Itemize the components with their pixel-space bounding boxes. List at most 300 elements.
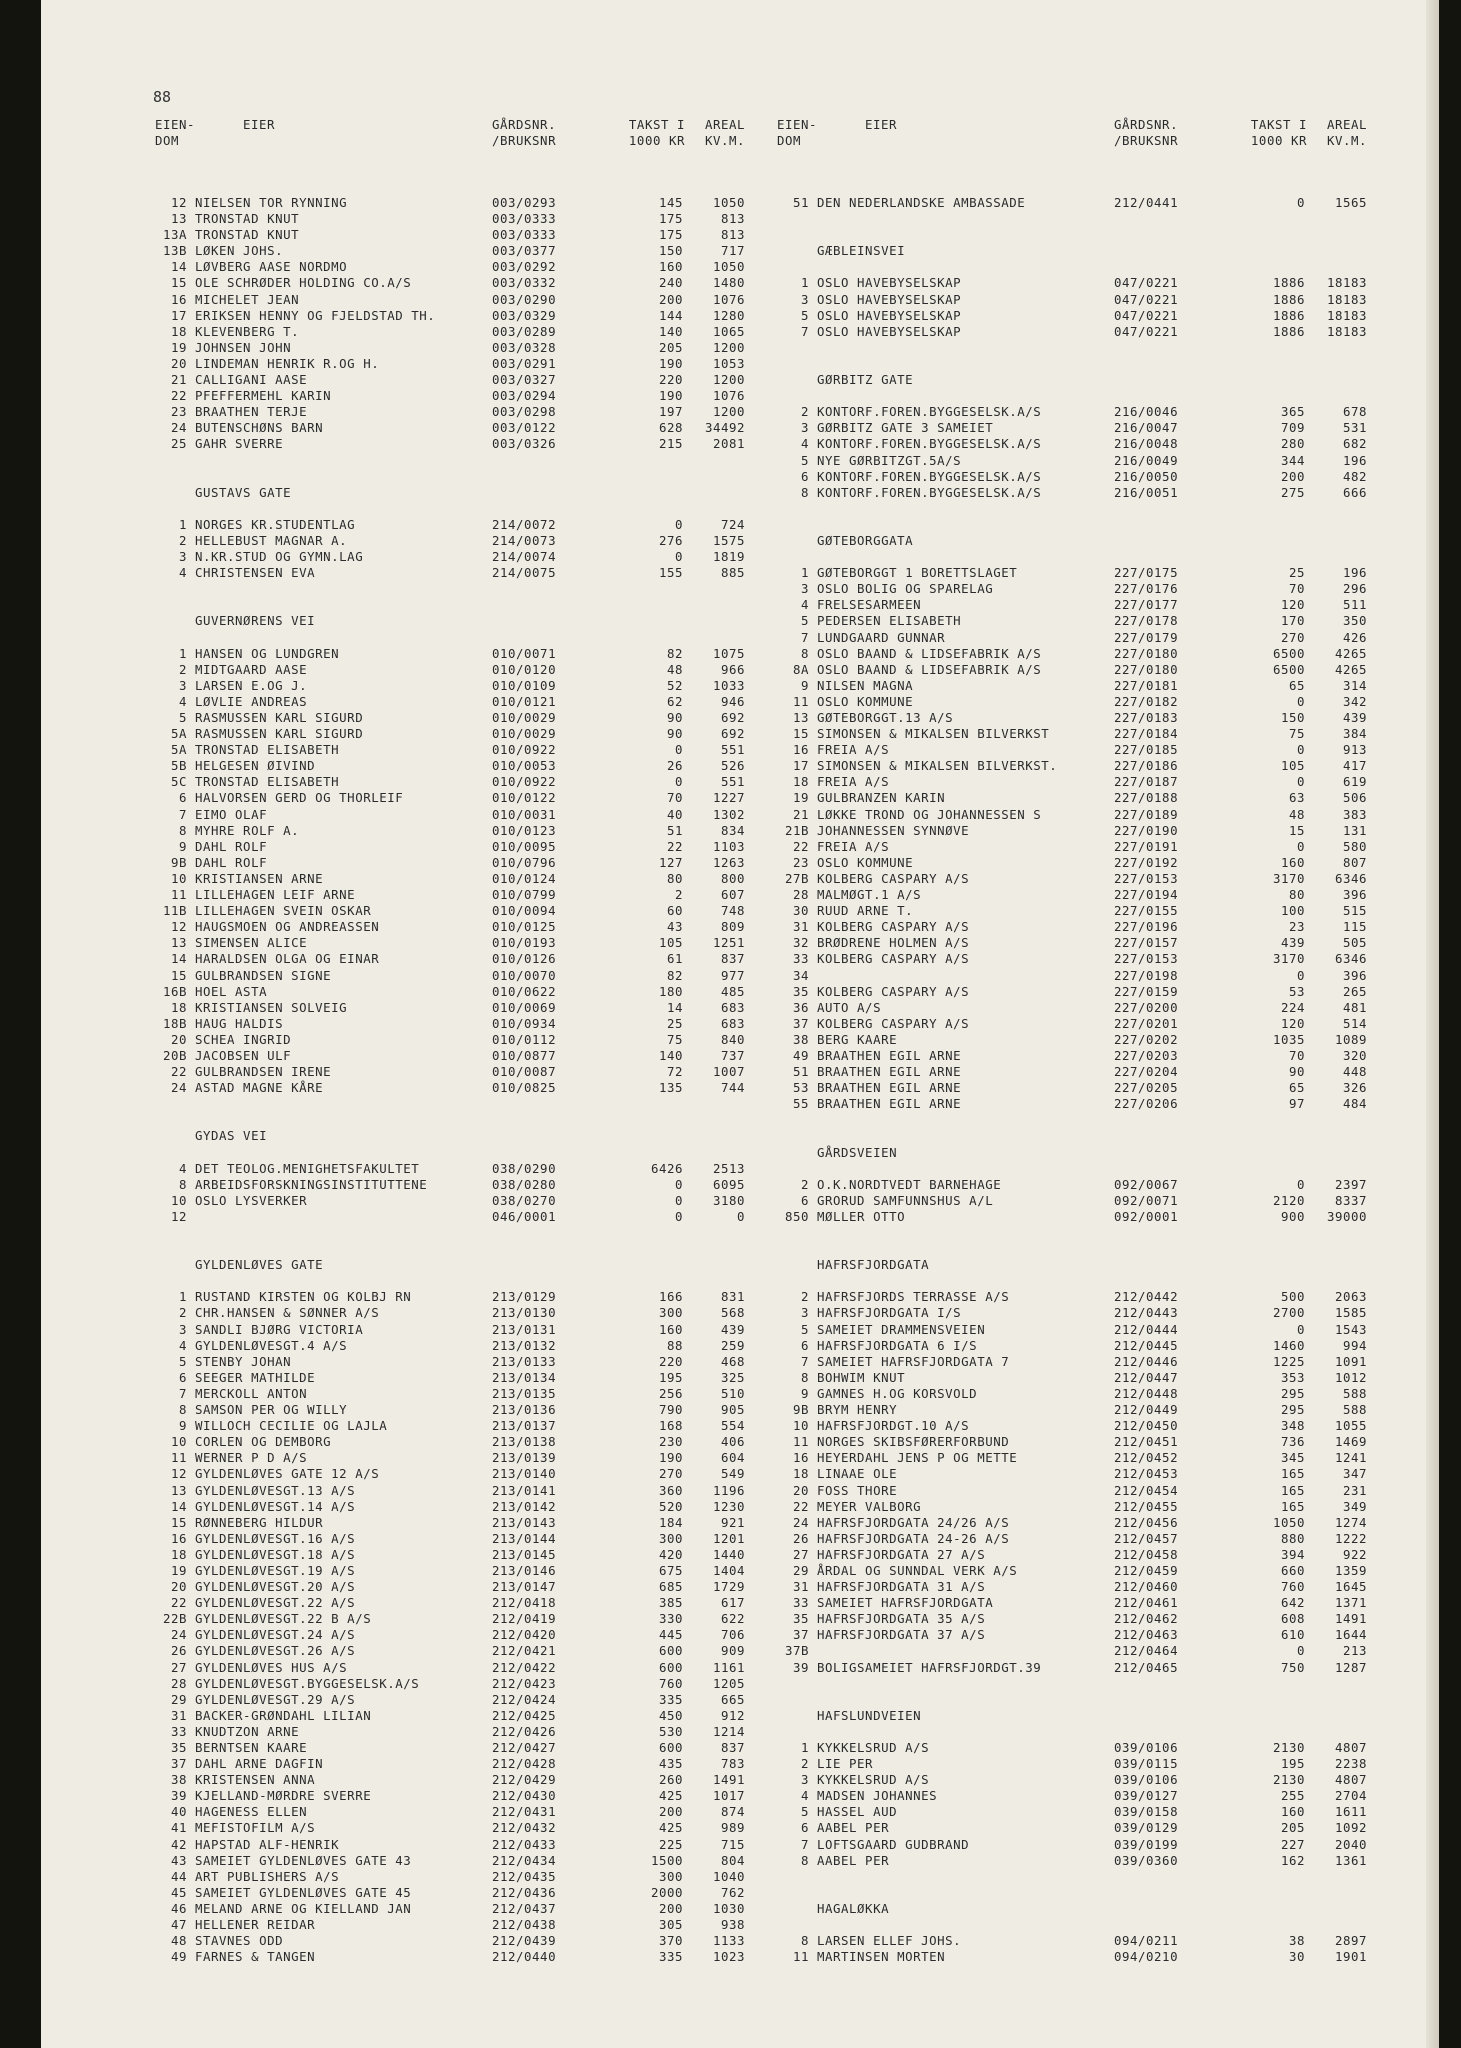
areal-cell: 531: [1342, 420, 1367, 436]
areal-cell: 715: [720, 1836, 745, 1852]
takst-cell: 144: [658, 307, 683, 323]
gardsnr-cell: 003/0326: [492, 436, 557, 452]
table-row: [155, 1032, 745, 1048]
eiendom-cell: 4: [800, 1788, 809, 1804]
takst-cell: 90: [1288, 1064, 1305, 1080]
areal-cell: 921: [720, 1514, 745, 1530]
table-row: [777, 1064, 1367, 1080]
eiendom-cell: 22: [170, 1595, 187, 1611]
gardsnr-cell: 010/0124: [492, 870, 557, 886]
eier-cell: OSLO HAVEBYSELSKAP: [817, 291, 962, 307]
eier-cell: GYLDENLØVESGT.20 A/S: [195, 1579, 356, 1595]
gardsnr-cell: 092/0067: [1114, 1176, 1179, 1192]
table-row: [155, 1804, 745, 1820]
table-row: [155, 903, 745, 919]
eier-cell: LØVLIE ANDREAS: [195, 693, 308, 709]
eier-cell: OSLO HAVEBYSELSKAP: [817, 275, 962, 291]
eiendom-cell: 39: [170, 1788, 187, 1804]
eiendom-cell: 13: [792, 710, 809, 725]
eiendom-cell: 22: [792, 1498, 809, 1514]
eier-cell: SAMSON PER OG WILLY: [195, 1402, 348, 1418]
takst-cell: 170: [1280, 613, 1305, 629]
areal-cell: 1729: [712, 1579, 745, 1595]
eier-cell: GYLDENLØVESGT.13 A/S: [195, 1482, 356, 1498]
eiendom-cell: 4: [178, 1337, 187, 1353]
eier-cell: MARTINSEN MORTEN: [817, 1949, 946, 1965]
takst-cell: 120: [1280, 597, 1305, 613]
table-row: [777, 839, 1367, 855]
eiendom-cell: 7: [800, 629, 809, 645]
takst-cell: 0: [674, 742, 683, 758]
table-row: [777, 1338, 1367, 1354]
table-row: [155, 678, 745, 694]
table-row: [777, 195, 1367, 211]
table-row: [155, 1611, 745, 1627]
takst-cell: 175: [658, 227, 683, 243]
areal-cell: 4807: [1334, 1740, 1367, 1755]
areal-cell: 131: [1342, 822, 1367, 838]
table-row: [155, 1483, 745, 1499]
table-row: [155, 292, 745, 308]
areal-cell: 468: [720, 1353, 745, 1369]
eier-cell: LØKEN JOHS.: [195, 243, 284, 259]
gardsnr-cell: 046/0001: [492, 1208, 557, 1224]
eiendom-cell: 9: [178, 838, 187, 854]
eiendom-cell: 25: [170, 436, 187, 452]
eiendom-cell: 10: [170, 1192, 187, 1208]
areal-cell: 1287: [1334, 1659, 1367, 1675]
gardsnr-cell: 212/0421: [492, 1643, 557, 1659]
eiendom-cell: 22B: [162, 1611, 187, 1627]
takst-cell: 335: [658, 1691, 683, 1707]
eiendom-cell: 8: [800, 484, 809, 500]
table-row: [777, 951, 1367, 967]
table-row: [155, 324, 745, 340]
gardsnr-cell: 003/0298: [492, 404, 557, 420]
takst-cell: 168: [658, 1418, 683, 1434]
eiendom-cell: 33: [792, 1595, 809, 1611]
takst-cell: 14: [666, 999, 683, 1015]
areal-cell: 1575: [712, 532, 745, 548]
eiendom-cell: 14: [170, 259, 187, 275]
street-title: GUSTAVS GATE: [195, 484, 292, 500]
takst-cell: 394: [1280, 1546, 1305, 1562]
street-title: GUVERNØRENS VEI: [195, 613, 316, 629]
table-row: [155, 372, 745, 388]
takst-cell: 6500: [1272, 645, 1305, 661]
eier-cell: SEEGER MATHILDE: [195, 1369, 316, 1385]
takst-cell: 52: [666, 677, 683, 693]
eiendom-cell: 3: [178, 1321, 187, 1337]
eiendom-cell: 2: [800, 1756, 809, 1772]
page-fold: [1426, 0, 1439, 2048]
table-row: [155, 1000, 745, 1016]
eier-cell: KYKKELSRUD A/S: [817, 1740, 930, 1755]
areal-cell: 1241: [1334, 1450, 1367, 1466]
areal-cell: 665: [720, 1691, 745, 1707]
eier-cell: GAMNES H.OG KORSVOLD: [817, 1385, 978, 1401]
areal-cell: 1819: [712, 549, 745, 565]
areal-cell: 2513: [712, 1160, 745, 1176]
table-row: [777, 1402, 1367, 1418]
areal-cell: 1491: [712, 1772, 745, 1788]
gardsnr-cell: 003/0332: [492, 275, 557, 291]
eiendom-cell: 8: [800, 645, 809, 661]
table-row: [777, 984, 1367, 1000]
eier-cell: BRAATHEN EGIL ARNE: [817, 1064, 962, 1080]
eier-cell: JOHNSEN JOHN: [195, 339, 292, 355]
eiendom-cell: 15: [170, 275, 187, 291]
takst-cell: 6426: [650, 1160, 683, 1176]
eier-cell: HAFRSFJORDGT.10 A/S: [817, 1418, 970, 1434]
document-page: [41, 0, 1439, 2048]
gardsnr-cell: 227/0181: [1114, 677, 1179, 693]
eier-cell: BRAATHEN EGIL ARNE: [817, 1080, 962, 1096]
takst-cell: 162: [1280, 1852, 1305, 1868]
table-row: [777, 1949, 1367, 1965]
eier-cell: N.KR.STUD OG GYMN.LAG: [195, 549, 364, 565]
gardsnr-cell: 010/0053: [492, 758, 557, 774]
eier-cell: GYLDENLØVESGT.29 A/S: [195, 1691, 356, 1707]
eier-cell: LØVBERG AASE NORDMO: [195, 259, 348, 275]
gardsnr-cell: 212/0460: [1114, 1579, 1179, 1595]
eiendom-cell: 6: [178, 1369, 187, 1385]
areal-cell: 909: [720, 1643, 745, 1659]
eier-cell: CORLEN OG DEMBORG: [195, 1434, 332, 1450]
eier-cell: NYE GØRBITZGT.5A/S: [817, 452, 962, 468]
areal-cell: 4265: [1334, 645, 1367, 661]
eier-cell: HAGENESS ELLEN: [195, 1804, 308, 1820]
eiendom-cell: 12: [170, 1208, 187, 1224]
table-row: [155, 404, 745, 420]
takst-cell: 160: [1280, 854, 1305, 870]
takst-cell: 709: [1280, 420, 1305, 436]
table-row: [777, 694, 1367, 710]
eier-cell: BUTENSCHØNS BARN: [195, 420, 324, 436]
gardsnr-cell: 227/0182: [1114, 693, 1179, 709]
gardsnr-cell: 227/0180: [1114, 661, 1179, 677]
areal-cell: 3180: [712, 1192, 745, 1208]
areal-cell: 1611: [1334, 1804, 1367, 1820]
left-column: [155, 117, 745, 1965]
areal-cell: 349: [1342, 1498, 1367, 1514]
gardsnr-cell: 010/0825: [492, 1080, 557, 1096]
takst-cell: 175: [658, 211, 683, 227]
eier-cell: WERNER P D A/S: [195, 1450, 308, 1466]
eier-cell: PFEFFERMEHL KARIN: [195, 388, 332, 404]
eiendom-cell: 29: [792, 1562, 809, 1578]
takst-cell: 1886: [1272, 323, 1305, 339]
table-row: [155, 984, 745, 1000]
eiendom-cell: 16: [792, 742, 809, 758]
areal-cell: 0: [736, 1208, 745, 1224]
gardsnr-cell: 213/0147: [492, 1579, 557, 1595]
gardsnr-cell: 039/0199: [1114, 1836, 1179, 1852]
table-row: [777, 1418, 1367, 1434]
areal-cell: 783: [720, 1756, 745, 1772]
eiendom-cell: 31: [170, 1707, 187, 1723]
areal-cell: 807: [1342, 854, 1367, 870]
eier-cell: SAMEIET GYLDENLØVES GATE 45: [195, 1884, 412, 1900]
eiendom-cell: 8: [178, 822, 187, 838]
takst-cell: 38: [1288, 1933, 1305, 1949]
gardsnr-cell: 010/0121: [492, 693, 557, 709]
eiendom-cell: 19: [170, 339, 187, 355]
eiendom-cell: 7: [178, 806, 187, 822]
takst-cell: 425: [658, 1820, 683, 1836]
takst-cell: 61: [666, 951, 683, 967]
eier-cell: RUSTAND KIRSTEN OG KOLBJ RN: [195, 1289, 412, 1305]
table-row: [155, 275, 745, 291]
eier-cell: SANDLI BJØRG VICTORIA: [195, 1321, 364, 1337]
eier-cell: ART PUBLISHERS A/S: [195, 1868, 340, 1884]
areal-cell: 439: [720, 1321, 745, 1337]
table-row: [777, 935, 1367, 951]
eiendom-cell: 5A: [170, 742, 187, 758]
areal-cell: 18183: [1326, 291, 1367, 307]
areal-cell: 549: [720, 1466, 745, 1482]
gardsnr-cell: 212/0454: [1114, 1482, 1179, 1498]
table-row: [777, 1450, 1367, 1466]
table-row: [155, 774, 745, 790]
gardsnr-cell: 092/0001: [1114, 1208, 1179, 1224]
takst-cell: 43: [666, 919, 683, 935]
takst-cell: 0: [1296, 1643, 1305, 1659]
takst-cell: 165: [1280, 1498, 1305, 1514]
eiendom-cell: 19: [170, 1562, 187, 1578]
gardsnr-cell: 212/0426: [492, 1723, 557, 1739]
areal-cell: 966: [720, 661, 745, 677]
takst-cell: 610: [1280, 1627, 1305, 1643]
takst-cell: 200: [1280, 468, 1305, 484]
gardsnr-cell: 212/0463: [1114, 1627, 1179, 1643]
eiendom-cell: 3: [800, 1305, 809, 1321]
areal-cell: 588: [1342, 1402, 1367, 1418]
table-row: [777, 823, 1367, 839]
eier-cell: HELLENER REIDAR: [195, 1917, 316, 1933]
areal-cell: 1302: [712, 806, 745, 822]
gardsnr-cell: 212/0431: [492, 1804, 557, 1820]
areal-cell: 1200: [712, 372, 745, 388]
areal-cell: 2040: [1334, 1836, 1367, 1852]
takst-cell: 760: [658, 1675, 683, 1691]
eiendom-cell: 26: [792, 1530, 809, 1546]
takst-cell: 344: [1280, 452, 1305, 468]
eier-cell: GULBRANDSEN IRENE: [195, 1064, 332, 1080]
street-section: [777, 1112, 1367, 1225]
table-row: [777, 324, 1367, 340]
table-row: [155, 1853, 745, 1869]
gardsnr-cell: 227/0190: [1114, 822, 1179, 838]
eier-cell: FARNES & TANGEN: [195, 1949, 316, 1965]
takst-cell: 750: [1280, 1659, 1305, 1675]
gardsnr-cell: 010/0193: [492, 935, 557, 951]
eier-cell: LOFTSGAARD GUDBRAND: [817, 1836, 970, 1852]
gardsnr-cell: 010/0622: [492, 983, 557, 999]
gardsnr-cell: 216/0049: [1114, 452, 1179, 468]
areal-cell: 1222: [1334, 1530, 1367, 1546]
table-row: [155, 1289, 745, 1305]
gardsnr-cell: 010/0120: [492, 661, 557, 677]
eiendom-cell: 36: [792, 999, 809, 1015]
eier-cell: HOEL ASTA: [195, 983, 268, 999]
gardsnr-cell: 227/0202: [1114, 1031, 1179, 1047]
takst-cell: 439: [1280, 935, 1305, 951]
gardsnr-cell: 227/0204: [1114, 1064, 1179, 1080]
street-title: HAGALØKKA: [817, 1900, 890, 1916]
eiendom-cell: 3: [178, 677, 187, 693]
table-row: [155, 871, 745, 887]
gardsnr-cell: 212/0425: [492, 1707, 557, 1723]
table-row: [777, 1756, 1367, 1772]
eiendom-cell: 30: [792, 903, 809, 919]
gardsnr-cell: 213/0129: [492, 1289, 557, 1305]
areal-cell: 1440: [712, 1546, 745, 1562]
table-row: [155, 1740, 745, 1756]
areal-cell: 619: [1342, 774, 1367, 790]
table-row: [777, 1434, 1367, 1450]
eier-cell: RØNNEBERG HILDUR: [195, 1514, 324, 1530]
eiendom-cell: 5: [178, 710, 187, 725]
eiendom-cell: 7: [800, 323, 809, 339]
section-spacer: [777, 501, 1367, 533]
eiendom-cell: 1: [800, 275, 809, 291]
table-row: [155, 1579, 745, 1595]
table-row: [777, 968, 1367, 984]
eier-cell: BERG KAARE: [817, 1031, 898, 1047]
table-row: [155, 227, 745, 243]
eiendom-cell: 5A: [170, 726, 187, 742]
table-row: [777, 758, 1367, 774]
gardsnr-cell: 227/0191: [1114, 838, 1179, 854]
eiendom-cell: 42: [170, 1836, 187, 1852]
eiendom-cell: 2: [178, 532, 187, 548]
table-row: [155, 1499, 745, 1515]
areal-cell: 196: [1342, 452, 1367, 468]
section-spacer: [155, 1273, 745, 1289]
areal-cell: 1361: [1334, 1852, 1367, 1868]
gardsnr-cell: 227/0192: [1114, 854, 1179, 870]
eier-cell: MADSEN JOHANNES: [817, 1788, 938, 1804]
areal-cell: 1033: [712, 677, 745, 693]
areal-cell: 383: [1342, 806, 1367, 822]
table-row: [155, 1434, 745, 1450]
areal-cell: 1469: [1334, 1434, 1367, 1450]
eier-cell: HAFRSFJORDGATA 24/26 A/S: [817, 1514, 1010, 1530]
takst-cell: 1886: [1272, 291, 1305, 307]
eier-cell: HAFRSFJORDGATA 24-26 A/S: [817, 1530, 1010, 1546]
takst-cell: 385: [658, 1595, 683, 1611]
areal-cell: 1491: [1334, 1611, 1367, 1627]
eiendom-cell: 6: [800, 468, 809, 484]
section-spacer: [777, 1161, 1367, 1177]
table-row: [777, 1386, 1367, 1402]
takst-cell: 70: [1288, 581, 1305, 597]
areal-cell: 2081: [712, 436, 745, 452]
table-row: [155, 1193, 745, 1209]
table-row: [155, 1370, 745, 1386]
gardsnr-cell: 216/0051: [1114, 484, 1179, 500]
eier-cell: MALMØGT.1 A/S: [817, 887, 922, 903]
table-row: [155, 1724, 745, 1740]
gardsnr-cell: 227/0185: [1114, 742, 1179, 758]
eier-cell: OSLO KOMMUNE: [817, 693, 914, 709]
gardsnr-cell: 213/0133: [492, 1353, 557, 1369]
eiendom-cell: 12: [170, 195, 187, 210]
header-eiendom: EIEN- DOM: [777, 117, 818, 148]
eier-cell: SIMENSEN ALICE: [195, 935, 308, 951]
table-row: [777, 1933, 1367, 1949]
eiendom-cell: 51: [792, 1064, 809, 1080]
areal-cell: 737: [720, 1047, 745, 1063]
areal-cell: 813: [720, 227, 745, 243]
gardsnr-cell: 213/0142: [492, 1498, 557, 1514]
takst-cell: 2130: [1272, 1740, 1305, 1755]
areal-cell: 994: [1342, 1337, 1367, 1353]
takst-cell: 0: [674, 774, 683, 790]
areal-cell: 406: [720, 1434, 745, 1450]
eiendom-cell: 1: [178, 645, 187, 661]
takst-cell: 600: [658, 1659, 683, 1675]
gardsnr-cell: 010/0094: [492, 903, 557, 919]
eier-cell: MYHRE ROLF A.: [195, 822, 300, 838]
street-section: [777, 1869, 1367, 1966]
table-row: [777, 1499, 1367, 1515]
takst-cell: 0: [674, 1192, 683, 1208]
gardsnr-cell: 047/0221: [1114, 307, 1179, 323]
gardsnr-cell: 227/0177: [1114, 597, 1179, 613]
table-row: [155, 1450, 745, 1466]
areal-cell: 6346: [1334, 870, 1367, 886]
areal-cell: 417: [1342, 758, 1367, 774]
areal-cell: 8337: [1334, 1192, 1367, 1208]
eier-cell: BOHWIM KNUT: [817, 1369, 906, 1385]
eier-cell: MIDTGAARD AASE: [195, 661, 308, 677]
street-section: [777, 1225, 1367, 1676]
eier-cell: HELGESEN ØIVIND: [195, 758, 316, 774]
takst-cell: 280: [1280, 436, 1305, 452]
takst-cell: 0: [674, 1176, 683, 1192]
eier-cell: GULBRANDSEN SIGNE: [195, 967, 332, 983]
areal-cell: 231: [1342, 1482, 1367, 1498]
takst-cell: 0: [1296, 195, 1305, 210]
gardsnr-cell: 227/0184: [1114, 726, 1179, 742]
areal-cell: 481: [1342, 999, 1367, 1015]
table-row: [777, 790, 1367, 806]
gardsnr-cell: 227/0179: [1114, 629, 1179, 645]
table-row: [155, 1080, 745, 1096]
eier-cell: TRONSTAD KNUT: [195, 211, 300, 227]
eier-cell: GYLDENLØVESGT.22 A/S: [195, 1595, 356, 1611]
eier-cell: GØRBITZ GATE 3 SAMEIET: [817, 420, 994, 436]
takst-cell: 65: [1288, 677, 1305, 693]
takst-cell: 25: [666, 1015, 683, 1031]
areal-cell: 744: [720, 1080, 745, 1096]
table-row: [777, 855, 1367, 871]
areal-cell: 18183: [1326, 307, 1367, 323]
table-row: [155, 1595, 745, 1611]
eier-cell: LILLEHAGEN LEIF ARNE: [195, 887, 356, 903]
areal-cell: 1404: [712, 1562, 745, 1578]
eiendom-cell: 26: [170, 1643, 187, 1659]
table-row: [155, 1643, 745, 1659]
section-spacer: [777, 1225, 1367, 1257]
eiendom-cell: 2: [800, 1289, 809, 1305]
takst-cell: 0: [1296, 838, 1305, 854]
eiendom-cell: 13A: [162, 227, 187, 243]
takst-cell: 2700: [1272, 1305, 1305, 1321]
eier-cell: HAFRSFJORDS TERRASSE A/S: [817, 1289, 1010, 1305]
